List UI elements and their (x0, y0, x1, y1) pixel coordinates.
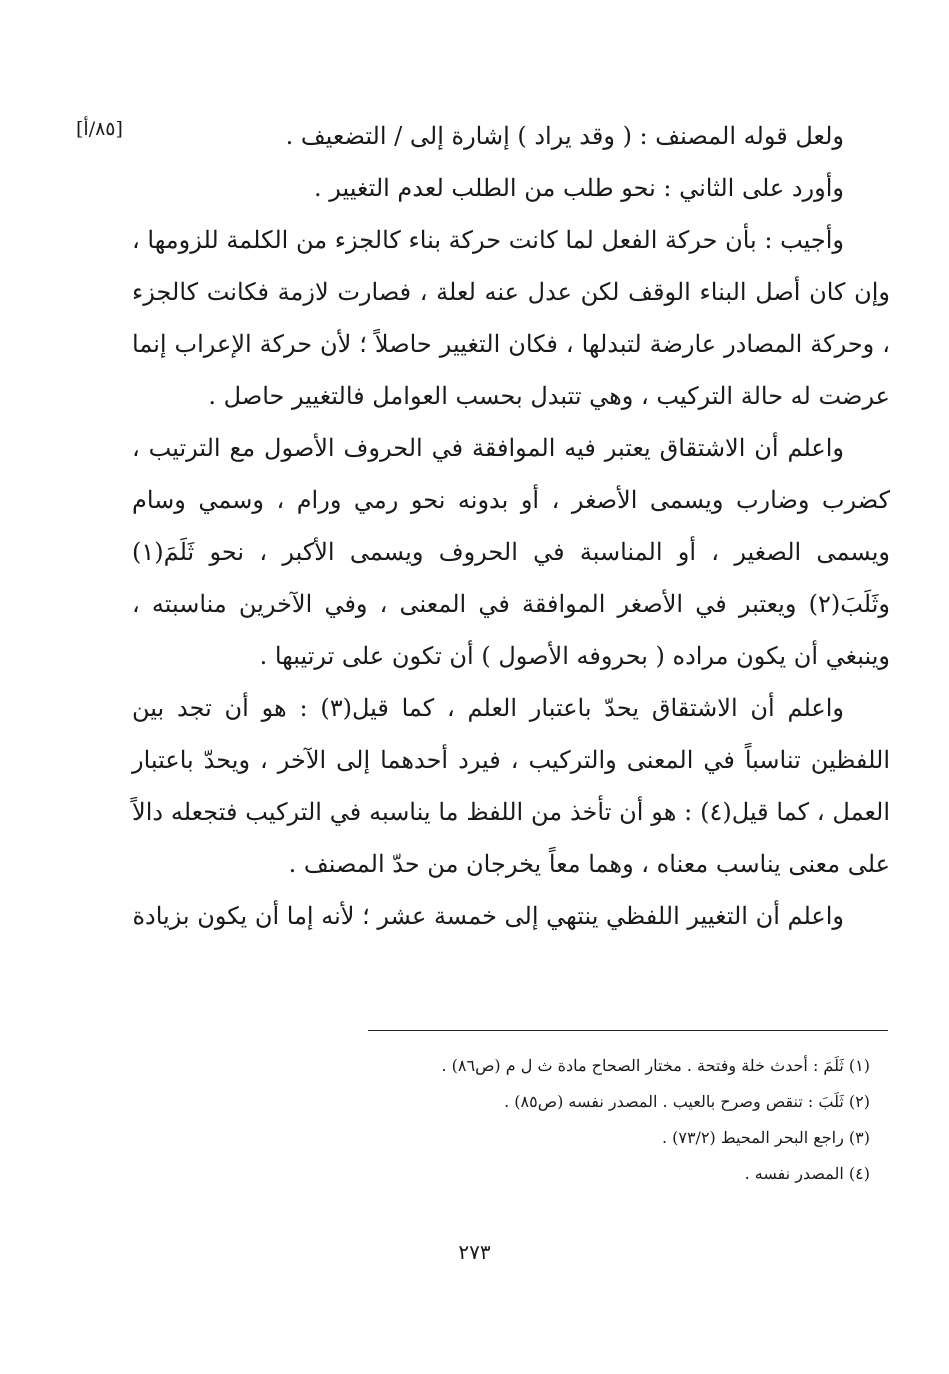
footnote: (٢) ثَلَبَ : تنقص وصرح بالعيب . المصدر نفسه (ص٨٥) . (504, 1092, 870, 1111)
paragraph: واعلم أن الاشتقاق يحدّ باعتبار العلم ، كما قيل(٣) : هو أن تجد بين اللفظين تناسباً في المعنى والتركيب ، فيرد أحدهما إلى الآخر ، ويحدّ باعتبار العمل ، كما قيل(٤) : هو أن تأخذ من اللفظ ما يناسبه في التركيب فتجعله دالاً على معنى يناسب معناه ، وهما معاً يخرجان من حدّ المصنف . (132, 694, 890, 878)
footnote-divider (368, 1030, 888, 1031)
footnote: (١) ثَلَمَ : أحدث خلة وفتحة . مختار الصحاح مادة ث ل م (ص٨٦) . (441, 1056, 870, 1075)
folio-marker: [٨٥/أ] (76, 118, 123, 140)
page-number: ٢٧٣ (458, 1240, 491, 1264)
footnote: (٤) المصدر نفسه . (744, 1164, 870, 1183)
paragraph: وأورد على الثاني : نحو طلب من الطلب لعدم التغيير . (314, 174, 844, 202)
paragraph: وأجيب : بأن حركة الفعل لما كانت حركة بناء كالجزء من الكلمة للزومها ، وإن كان أصل البناء الوقف لكن عدل عنه لعلة ، فصارت لازمة فكانت كالجزء ، وحركة المصادر عارضة لتبدلها ، فكان التغيير حاصلاً ؛ لأن حركة الإعراب إنما عرضت له حالة التركيب ، وهي تتبدل بحسب العوامل فالتغيير حاصل . (132, 226, 890, 410)
paragraph: واعلم أن التغيير اللفظي ينتهي إلى خمسة عشر ؛ لأنه إما أن يكون بزيادة (132, 902, 844, 930)
paragraph: ولعل قوله المصنف : ( وقد يراد ) إشارة إلى / التضعيف . (285, 122, 844, 150)
footnote: (٣) راجع البحر المحيط (٧٣/٢) . (661, 1128, 870, 1147)
footnotes (300, 1048, 870, 1192)
main-text (132, 110, 890, 942)
paragraph: واعلم أن الاشتقاق يعتبر فيه الموافقة في الحروف الأصول مع الترتيب ، كضرب وضارب ويسمى الأصغر ، أو بدونه نحو رمي ورام ، وسمي وسام ويسمى الصغير ، أو المناسبة في الحروف ويسمى الأكبر ، نحو ثَلَمَ(١) وثَلَبَ(٢) ويعتبر في الأصغر الموافقة في المعنى ، وفي الآخرين مناسبته ، وينبغي أن يكون مراده ( بحروفه الأصول ) أن تكون على ترتيبها . (132, 434, 890, 670)
